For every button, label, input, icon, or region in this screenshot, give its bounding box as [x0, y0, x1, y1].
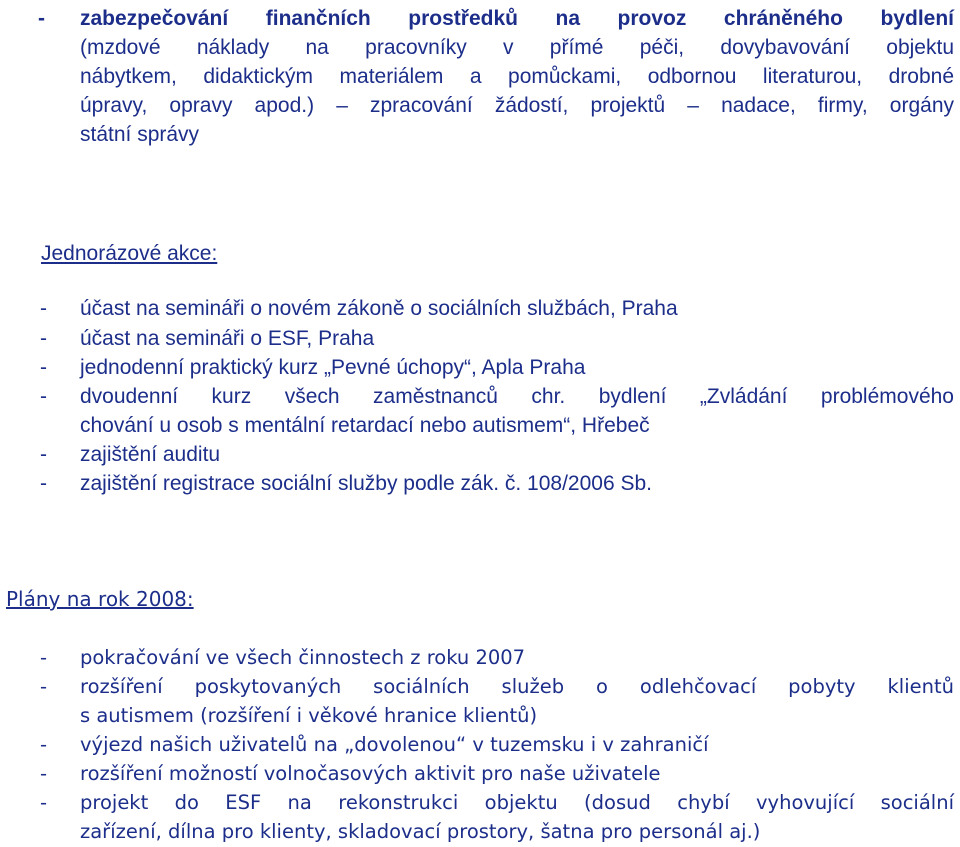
list-dash: - [40, 327, 47, 350]
list-item: jednodenní praktický kurz „Pevné úchopy“, Apla Praha [80, 356, 586, 379]
list-dash: - [40, 675, 48, 698]
heading-plans-2008: Plány na rok 2008: [6, 587, 194, 611]
heading-one-time-events: Jednorázové akce: [41, 242, 218, 265]
list-item-continuation: s autismem (rozšíření i věkové hranice klientů) [80, 704, 538, 727]
list-item: projekt do ESF na rekonstrukci objektu (dosud chybí vyhovující sociální [80, 791, 954, 814]
list-dash: - [40, 791, 48, 814]
list-item: rozšíření možností volnočasových aktivit pro naše uživatele [80, 762, 661, 785]
list-dash: - [40, 385, 47, 408]
list-dash: - [40, 733, 48, 756]
list-dash: - [40, 646, 48, 669]
list-item: zajištění auditu [80, 443, 221, 466]
list-item: účast na semináři o novém zákoně o sociálních službách, Praha [80, 297, 678, 320]
list-dash: - [38, 7, 45, 30]
list-item: výjezd našich uživatelů na „dovolenou“ v tuzemsku i v zahraničí [80, 733, 709, 756]
list-item: rozšíření poskytovaných sociálních služeb o odlehčovací pobyty klientů [80, 675, 954, 698]
financing-lead: zabezpečování finančních prostředků na provoz chráněného bydlení [80, 7, 954, 30]
financing-line: úpravy, opravy apod.) – zpracování žádostí, projektů – nadace, firmy, orgány [80, 94, 954, 117]
list-dash: - [40, 472, 47, 495]
list-item: dvoudenní kurz všech zaměstnanců chr. bydlení „Zvládání problémového [80, 385, 954, 408]
list-dash: - [40, 443, 47, 466]
list-item-continuation: zařízení, dílna pro klienty, skladovací prostory, šatna pro personál aj.) [80, 820, 761, 843]
list-dash: - [40, 762, 48, 785]
financing-line: (mzdové náklady na pracovníky v přímé péči, dovybavování objektu [80, 36, 954, 59]
list-dash: - [40, 356, 47, 379]
financing-line: státní správy [80, 123, 200, 146]
list-item: pokračování ve všech činnostech z roku 2007 [80, 646, 526, 669]
list-dash: - [40, 297, 47, 320]
financing-line: nábytkem, didaktickým materiálem a pomůckami, odbornou literaturou, drobné [80, 65, 954, 88]
list-item: účast na semináři o ESF, Praha [80, 327, 375, 350]
list-item-continuation: chování u osob s mentální retardací nebo autismem“, Hřebeč [80, 414, 650, 437]
list-item: zajištění registrace sociální služby podle zák. č. 108/2006 Sb. [80, 472, 652, 495]
